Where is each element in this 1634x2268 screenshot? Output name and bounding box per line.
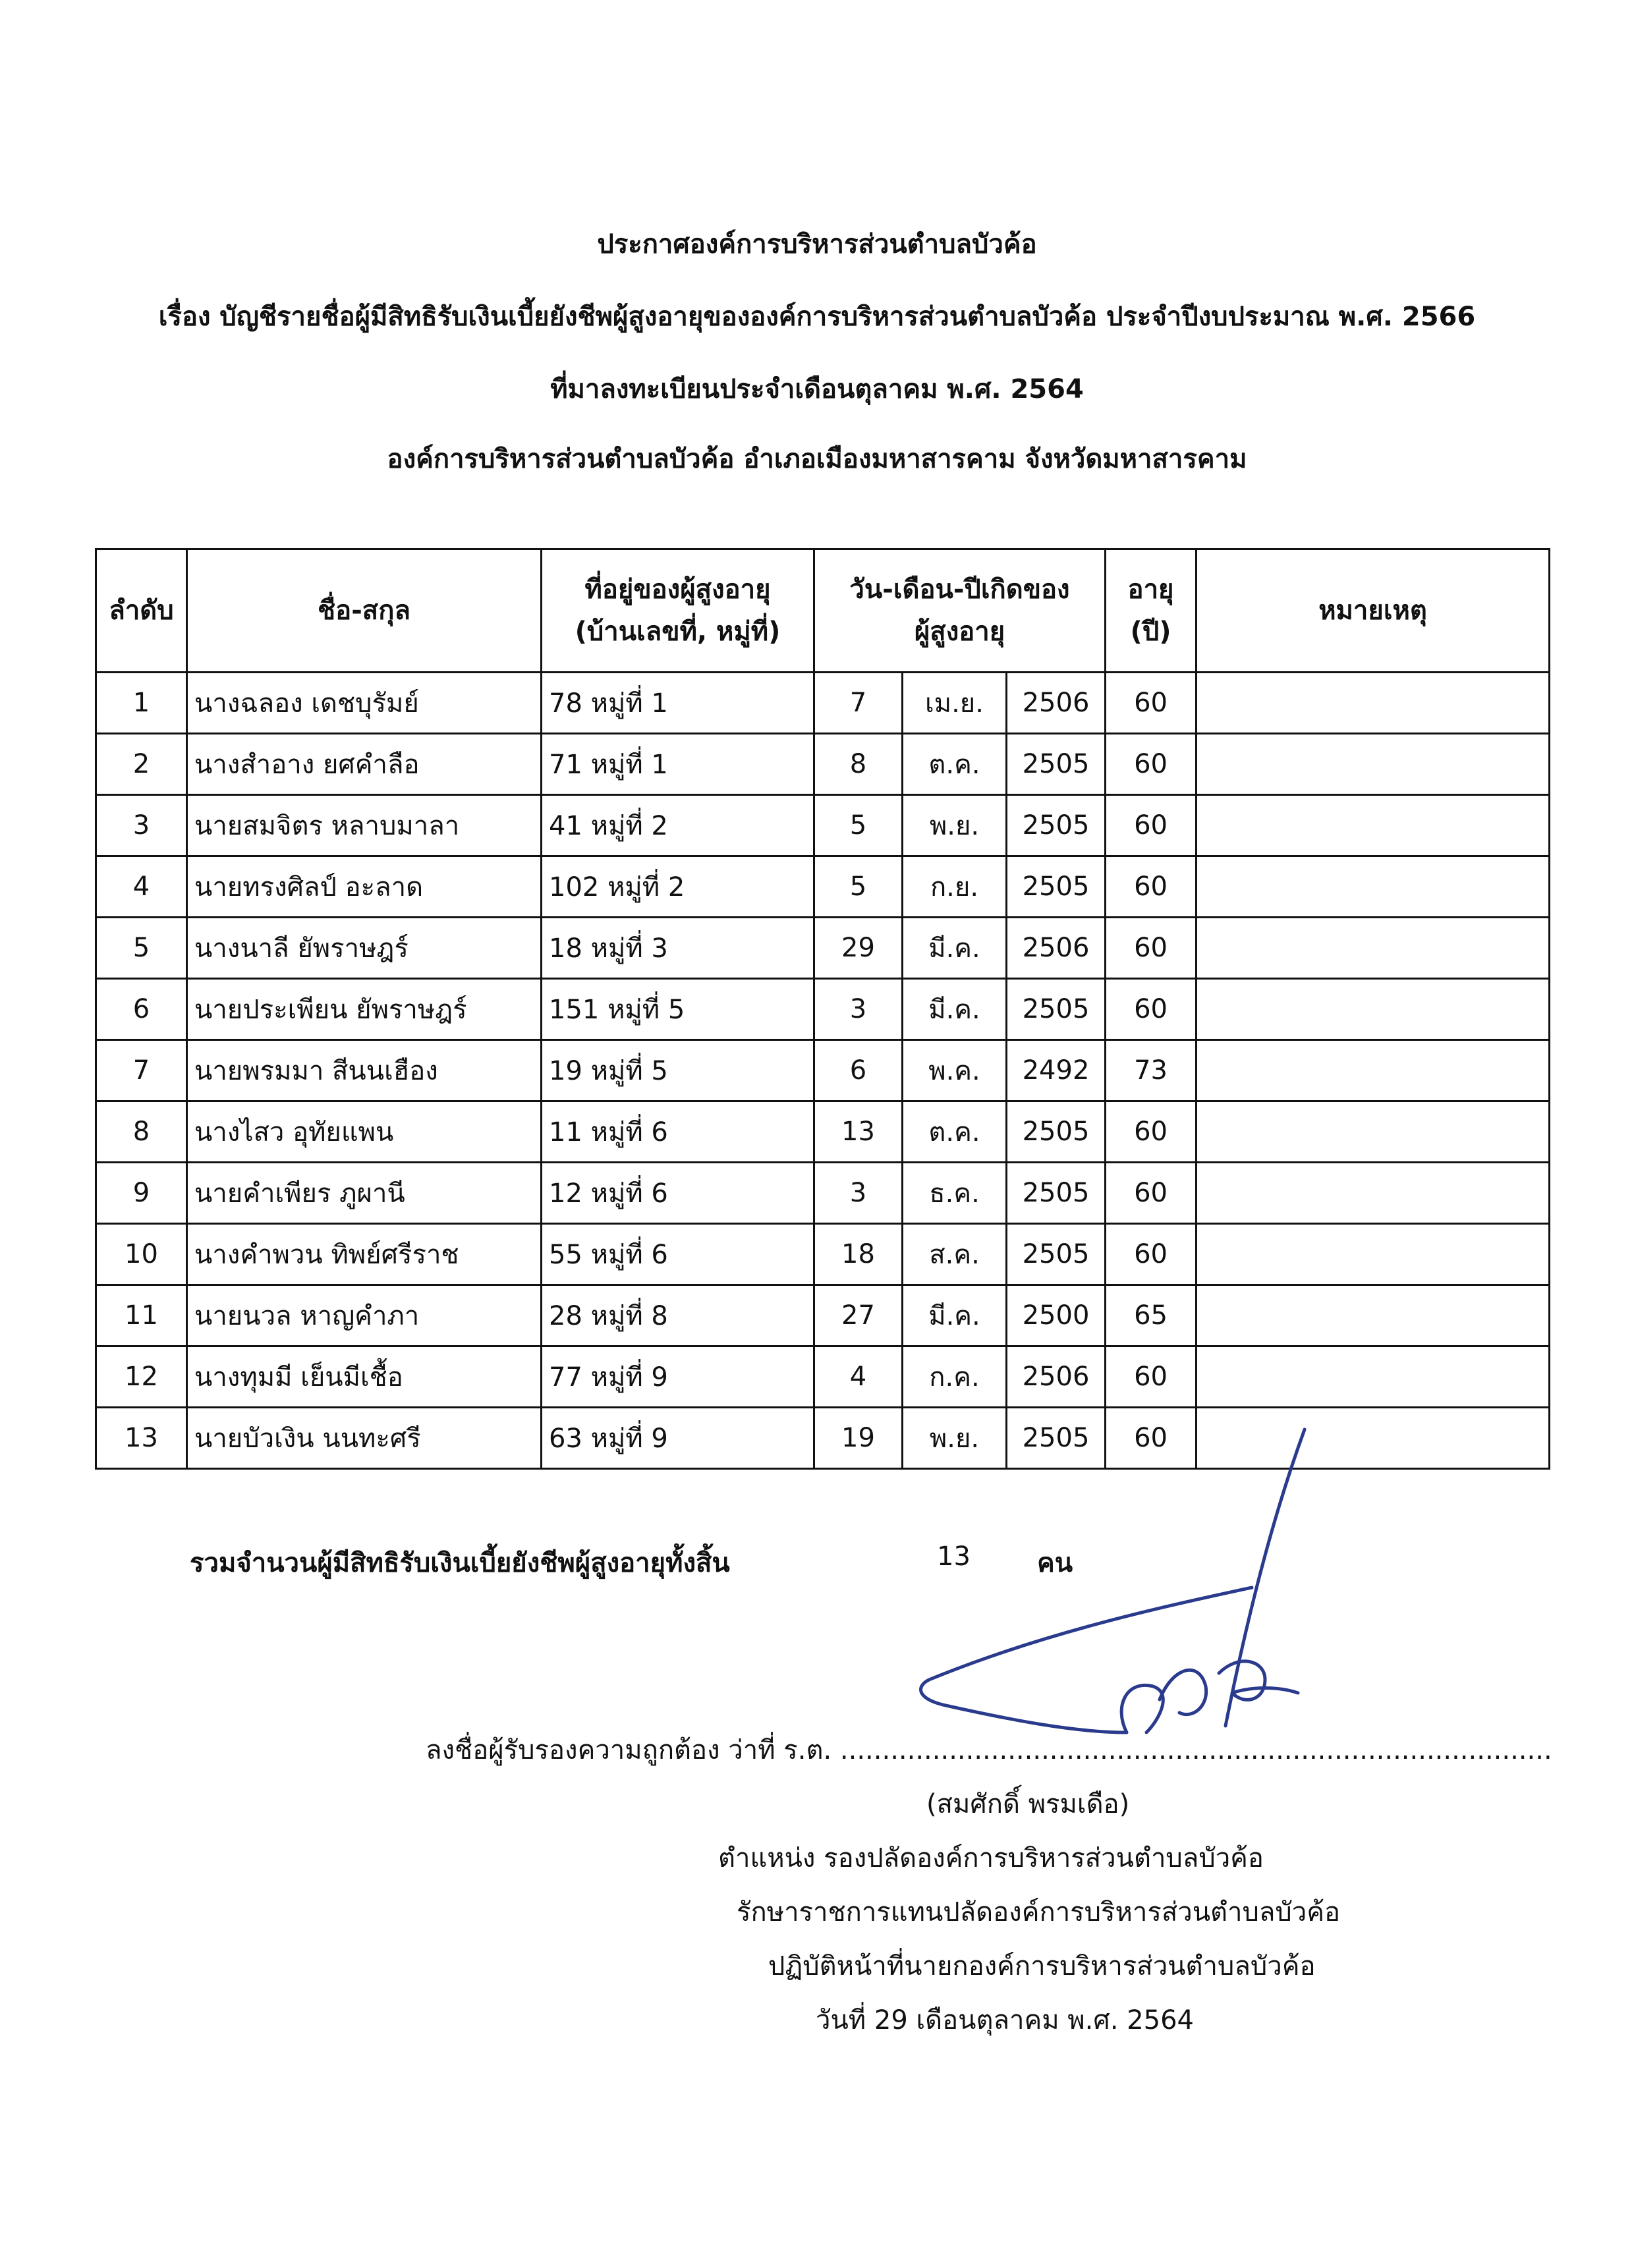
cell-birth-month: มี.ค. — [903, 1285, 1007, 1346]
cell-address: 63 หมู่ที่ 9 — [542, 1408, 814, 1469]
cell-birth-day: 29 — [814, 918, 903, 979]
cell-name: นายนวล หาญคำภา — [187, 1285, 542, 1346]
cell-no: 6 — [96, 979, 187, 1040]
cell-address: 19 หมู่ที่ 5 — [542, 1040, 814, 1101]
table-row — [96, 734, 1550, 795]
cell-address: 102 หมู่ที่ 2 — [542, 856, 814, 918]
cell-no: 5 — [96, 918, 187, 979]
cell-address: 71 หมู่ที่ 1 — [542, 734, 814, 795]
cell-remark — [1197, 795, 1550, 856]
cell-birth-day: 5 — [814, 856, 903, 918]
cell-birth-year: 2505 — [1007, 979, 1106, 1040]
summary-label: รวมจำนวนผู้มีสิทธิรับเงินเบี้ยยังชีพผู้สูงอายุทั้งสิ้น — [190, 1548, 730, 1578]
table-row — [96, 1040, 1550, 1101]
cell-birth-month: มี.ค. — [903, 918, 1007, 979]
cell-age: 60 — [1106, 734, 1197, 795]
col-header-age-line1: อายุ — [1127, 574, 1174, 605]
announcement-date: วันที่ 29 เดือนตุลาคม พ.ศ. 2564 — [816, 2005, 1195, 2035]
cell-no: 10 — [96, 1224, 187, 1285]
col-header-age-line2: (ปี) — [1130, 617, 1171, 647]
cell-remark — [1197, 979, 1550, 1040]
cell-birth-year: 2506 — [1007, 1346, 1106, 1408]
cell-birth-day: 13 — [814, 1101, 903, 1163]
cell-birth-day: 8 — [814, 734, 903, 795]
cell-name: นายบัวเงิน นนทะศรี — [187, 1408, 542, 1469]
table-row — [96, 1163, 1550, 1224]
cell-age: 60 — [1106, 673, 1197, 734]
cell-birth-day: 4 — [814, 1346, 903, 1408]
cell-birth-day: 18 — [814, 1224, 903, 1285]
cell-address: 12 หมู่ที่ 6 — [542, 1163, 814, 1224]
table-row — [96, 979, 1550, 1040]
col-header-address-line1: ที่อยู่ของผู้สูงอายุ — [584, 574, 771, 605]
col-header-address — [542, 549, 814, 673]
cell-name: นายสมจิตร หลาบมาลา — [187, 795, 542, 856]
certifier-position-1: ตำแหน่ง รองปลัดองค์การบริหารส่วนตำบลบัวค้อ — [718, 1843, 1264, 1873]
cell-no: 7 — [96, 1040, 187, 1101]
table-row — [96, 1101, 1550, 1163]
cell-name: นางฉลอง เดชบุรัมย์ — [187, 673, 542, 734]
certifier-position-3: ปฏิบัติหน้าที่นายกองค์การบริหารส่วนตำบลบัวค้อ — [768, 1951, 1316, 1981]
cell-name: นางทุมมี เย็นมีเชื้อ — [187, 1346, 542, 1408]
cell-birth-year: 2500 — [1007, 1285, 1106, 1346]
cell-remark — [1197, 1346, 1550, 1408]
cell-no: 9 — [96, 1163, 187, 1224]
table-header-row — [96, 549, 1550, 673]
cell-birth-month: เม.ย. — [903, 673, 1007, 734]
cell-birth-year: 2505 — [1007, 734, 1106, 795]
cell-name: นายทรงศิลป์ อะลาด — [187, 856, 542, 918]
cell-birth-month: ก.ค. — [903, 1346, 1007, 1408]
cell-age: 60 — [1106, 1408, 1197, 1469]
cell-birth-month: ธ.ค. — [903, 1163, 1007, 1224]
cell-birth-day: 3 — [814, 979, 903, 1040]
cell-name: นางนาลี ยัพราษฎร์ — [187, 918, 542, 979]
signature-ink — [921, 1429, 1305, 1732]
col-header-address-line2: (บ้านเลขที่, หมู่ที่) — [575, 617, 781, 647]
subject-line: เรื่อง บัญชีรายชื่อผู้มีสิทธิรับเงินเบี้ยยังชีพผู้สูงอายุขององค์การบริหารส่วนตำบลบัวค้อ ประจำปีงบประมาณ พ.ศ. 2566 — [158, 302, 1476, 332]
col-header-remark: หมายเหตุ — [1197, 549, 1550, 673]
table-row — [96, 1346, 1550, 1408]
cell-birth-month: พ.ค. — [903, 1040, 1007, 1101]
cell-birth-month: พ.ย. — [903, 1408, 1007, 1469]
cell-remark — [1197, 856, 1550, 918]
cell-age: 60 — [1106, 1346, 1197, 1408]
cell-no: 2 — [96, 734, 187, 795]
cell-age: 73 — [1106, 1040, 1197, 1101]
cell-birth-year: 2505 — [1007, 795, 1106, 856]
cell-address: 18 หมู่ที่ 3 — [542, 918, 814, 979]
cell-birth-year: 2505 — [1007, 856, 1106, 918]
cell-name: นางไสว อุทัยแพน — [187, 1101, 542, 1163]
table-row — [96, 673, 1550, 734]
cell-address: 77 หมู่ที่ 9 — [542, 1346, 814, 1408]
table-row — [96, 795, 1550, 856]
cell-remark — [1197, 1163, 1550, 1224]
col-header-name: ชื่อ-สกุล — [187, 549, 542, 673]
cell-birth-year: 2505 — [1007, 1224, 1106, 1285]
cell-birth-month: มี.ค. — [903, 979, 1007, 1040]
cell-birth-month: ต.ค. — [903, 734, 1007, 795]
summary-unit: คน — [1037, 1548, 1073, 1578]
cell-no: 12 — [96, 1346, 187, 1408]
beneficiary-table — [95, 548, 1550, 1470]
col-header-age — [1106, 549, 1197, 673]
cell-address: 28 หมู่ที่ 8 — [542, 1285, 814, 1346]
col-header-dob-line1: วัน-เดือน-ปีเกิดของ — [849, 574, 1070, 605]
cell-age: 60 — [1106, 1101, 1197, 1163]
certifier-sign-line: ลงชื่อผู้รับรองความถูกต้อง ว่าที่ ร.ต. ..................................................................................... — [426, 1735, 1552, 1765]
cell-age: 60 — [1106, 856, 1197, 918]
summary-count: 13 — [937, 1541, 971, 1572]
cell-address: 78 หมู่ที่ 1 — [542, 673, 814, 734]
cell-birth-year: 2505 — [1007, 1408, 1106, 1469]
table-row — [96, 1224, 1550, 1285]
cell-birth-year: 2505 — [1007, 1163, 1106, 1224]
cell-no: 11 — [96, 1285, 187, 1346]
cell-birth-day: 7 — [814, 673, 903, 734]
cell-remark — [1197, 1101, 1550, 1163]
cell-age: 60 — [1106, 795, 1197, 856]
cell-age: 60 — [1106, 1163, 1197, 1224]
cell-remark — [1197, 1224, 1550, 1285]
cell-age: 60 — [1106, 918, 1197, 979]
cell-no: 13 — [96, 1408, 187, 1469]
cell-birth-day: 19 — [814, 1408, 903, 1469]
cell-birth-year: 2505 — [1007, 1101, 1106, 1163]
cell-address: 11 หมู่ที่ 6 — [542, 1101, 814, 1163]
cell-age: 60 — [1106, 1224, 1197, 1285]
cell-name: นายประเพียน ยัพราษฎร์ — [187, 979, 542, 1040]
cell-remark — [1197, 673, 1550, 734]
cell-birth-month: พ.ย. — [903, 795, 1007, 856]
announcement-title: ประกาศองค์การบริหารส่วนตำบลบัวค้อ — [597, 229, 1037, 260]
cell-age: 60 — [1106, 979, 1197, 1040]
cell-birth-day: 5 — [814, 795, 903, 856]
cell-address: 151 หมู่ที่ 5 — [542, 979, 814, 1040]
cell-birth-month: ส.ค. — [903, 1224, 1007, 1285]
cell-birth-day: 27 — [814, 1285, 903, 1346]
cell-remark — [1197, 918, 1550, 979]
cell-no: 8 — [96, 1101, 187, 1163]
organization-location: องค์การบริหารส่วนตำบลบัวค้อ อำเภอเมืองมหาสารคาม จังหวัดมหาสารคาม — [387, 444, 1247, 474]
cell-name: นางคำพวน ทิพย์ศรีราช — [187, 1224, 542, 1285]
table-row — [96, 856, 1550, 918]
cell-birth-year: 2506 — [1007, 918, 1106, 979]
cell-remark — [1197, 734, 1550, 795]
cell-birth-year: 2506 — [1007, 673, 1106, 734]
certifier-name: (สมศักดิ์ พรมเดือ) — [926, 1789, 1130, 1819]
cell-address: 55 หมู่ที่ 6 — [542, 1224, 814, 1285]
cell-name: นายพรมมา สีนนเฮือง — [187, 1040, 542, 1101]
cell-no: 4 — [96, 856, 187, 918]
cell-no: 1 — [96, 673, 187, 734]
cell-remark — [1197, 1040, 1550, 1101]
table-row — [96, 1408, 1550, 1469]
cell-birth-day: 6 — [814, 1040, 903, 1101]
col-header-no: ลำดับ — [96, 549, 187, 673]
cell-name: นางสำอาง ยศคำลือ — [187, 734, 542, 795]
cell-birth-month: ต.ค. — [903, 1101, 1007, 1163]
col-header-dob — [814, 549, 1106, 673]
cell-birth-day: 3 — [814, 1163, 903, 1224]
cell-birth-year: 2492 — [1007, 1040, 1106, 1101]
table-row — [96, 1285, 1550, 1346]
cell-name: นายคำเพียร ภูผานี — [187, 1163, 542, 1224]
handwritten-signature — [909, 1423, 1318, 1779]
cell-age: 65 — [1106, 1285, 1197, 1346]
certifier-position-2: รักษาราชการแทนปลัดองค์การบริหารส่วนตำบลบัวค้อ — [737, 1897, 1341, 1927]
cell-birth-month: ก.ย. — [903, 856, 1007, 918]
cell-no: 3 — [96, 795, 187, 856]
registration-period: ที่มาลงทะเบียนประจำเดือนตุลาคม พ.ศ. 2564 — [550, 374, 1084, 404]
cell-address: 41 หมู่ที่ 2 — [542, 795, 814, 856]
cell-remark — [1197, 1285, 1550, 1346]
col-header-dob-line2: ผู้สูงอายุ — [914, 617, 1005, 647]
table-row — [96, 918, 1550, 979]
